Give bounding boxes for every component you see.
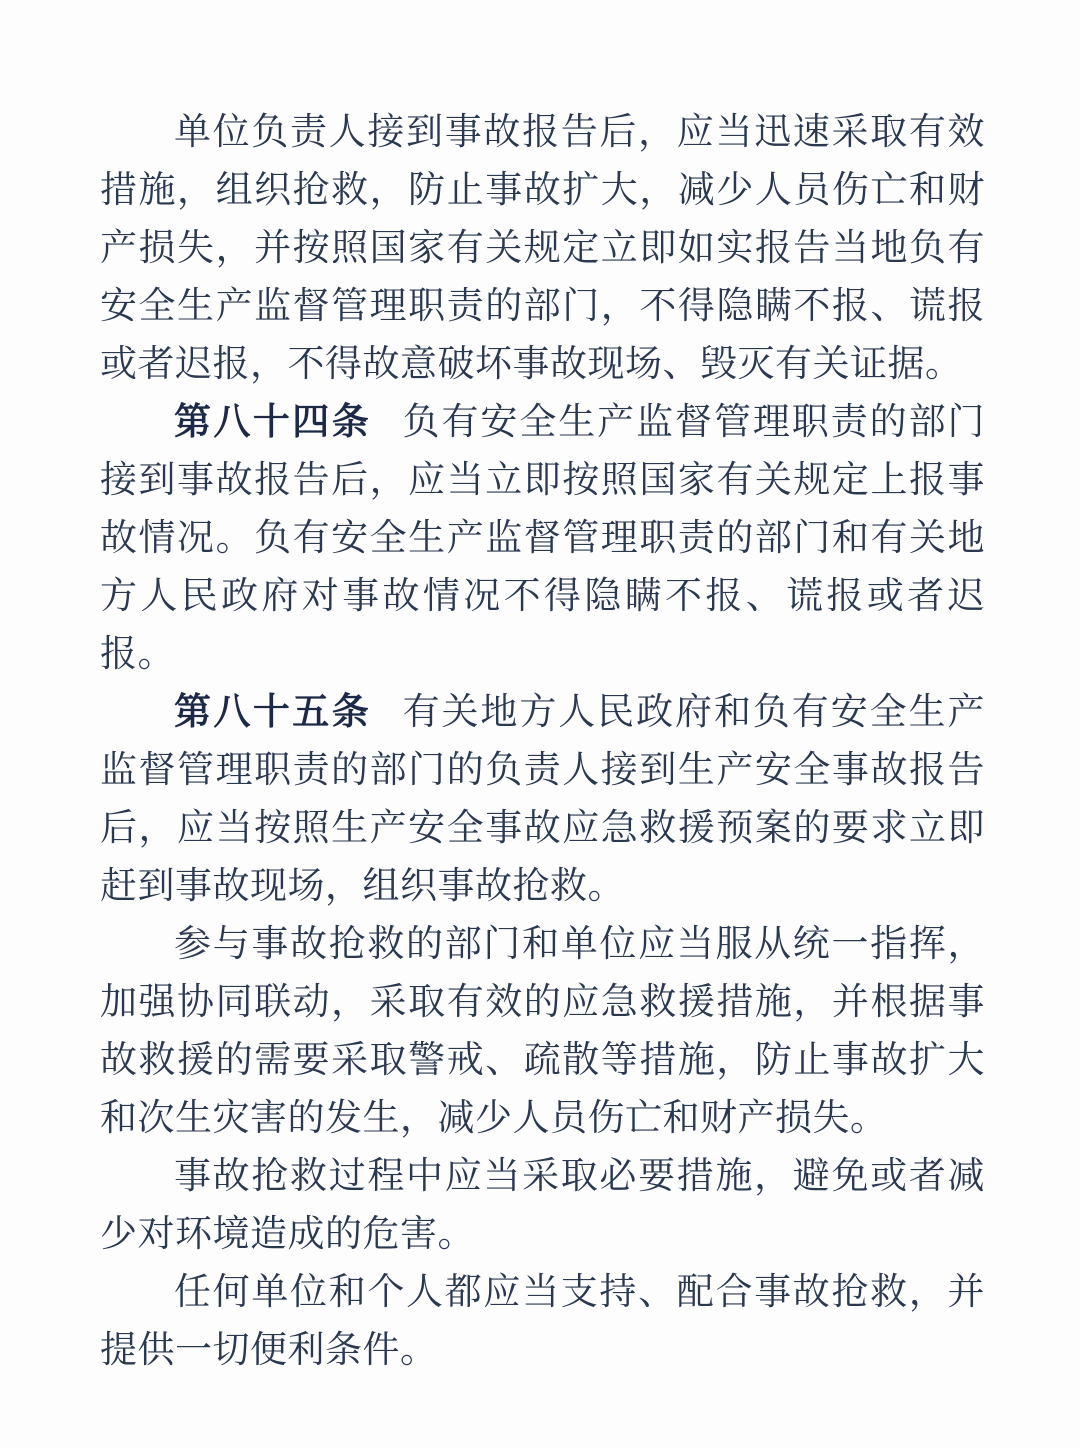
paragraph-rescue-coordination: 参与事故抢救的部门和单位应当服从统一指挥，加强协同联动，采取有效的应急救援措施，并根据事故救援的需要采取警戒、疏散等措施，防止事故扩大和次生灾害的发生，减少人员伤亡和财产损失。 (100, 924, 985, 1139)
article-85-number: 第八十五条 (174, 692, 372, 733)
law-text-body (100, 104, 985, 1380)
article-84-text: 负有安全生产监督管理职责的部门接到事故报告后，应当立即按照国家有关规定上报事故情况。负有安全生产监督管理职责的部门和有关地方人民政府对事故情况不得隐瞒不报、谎报或者迟报。 (100, 402, 986, 675)
paragraph-support-obligation: 任何单位和个人都应当支持、配合事故抢救，并提供一切便利条件。 (100, 1272, 985, 1371)
article-84-number: 第八十四条 (174, 402, 372, 443)
paragraph-article-84 (100, 394, 985, 684)
article-85-text: 有关地方人民政府和负有安全生产监督管理职责的部门的负责人接到生产安全事故报告后，应当按照生产安全事故应急救援预案的要求立即赶到事故现场，组织事故抢救。 (100, 692, 986, 907)
paragraph-article-85 (100, 684, 985, 916)
paragraph-unit-head-duty: 单位负责人接到事故报告后，应当迅速采取有效措施，组织抢救，防止事故扩大，减少人员伤亡和财产损失，并按照国家有关规定立即如实报告当地负有安全生产监督管理职责的部门，不得隐瞒不报、谎报或者迟报，不得故意破坏事故现场、毁灭有关证据。 (100, 112, 985, 385)
paragraph-environment-protection: 事故抢救过程中应当采取必要措施，避免或者减少对环境造成的危害。 (100, 1156, 985, 1255)
